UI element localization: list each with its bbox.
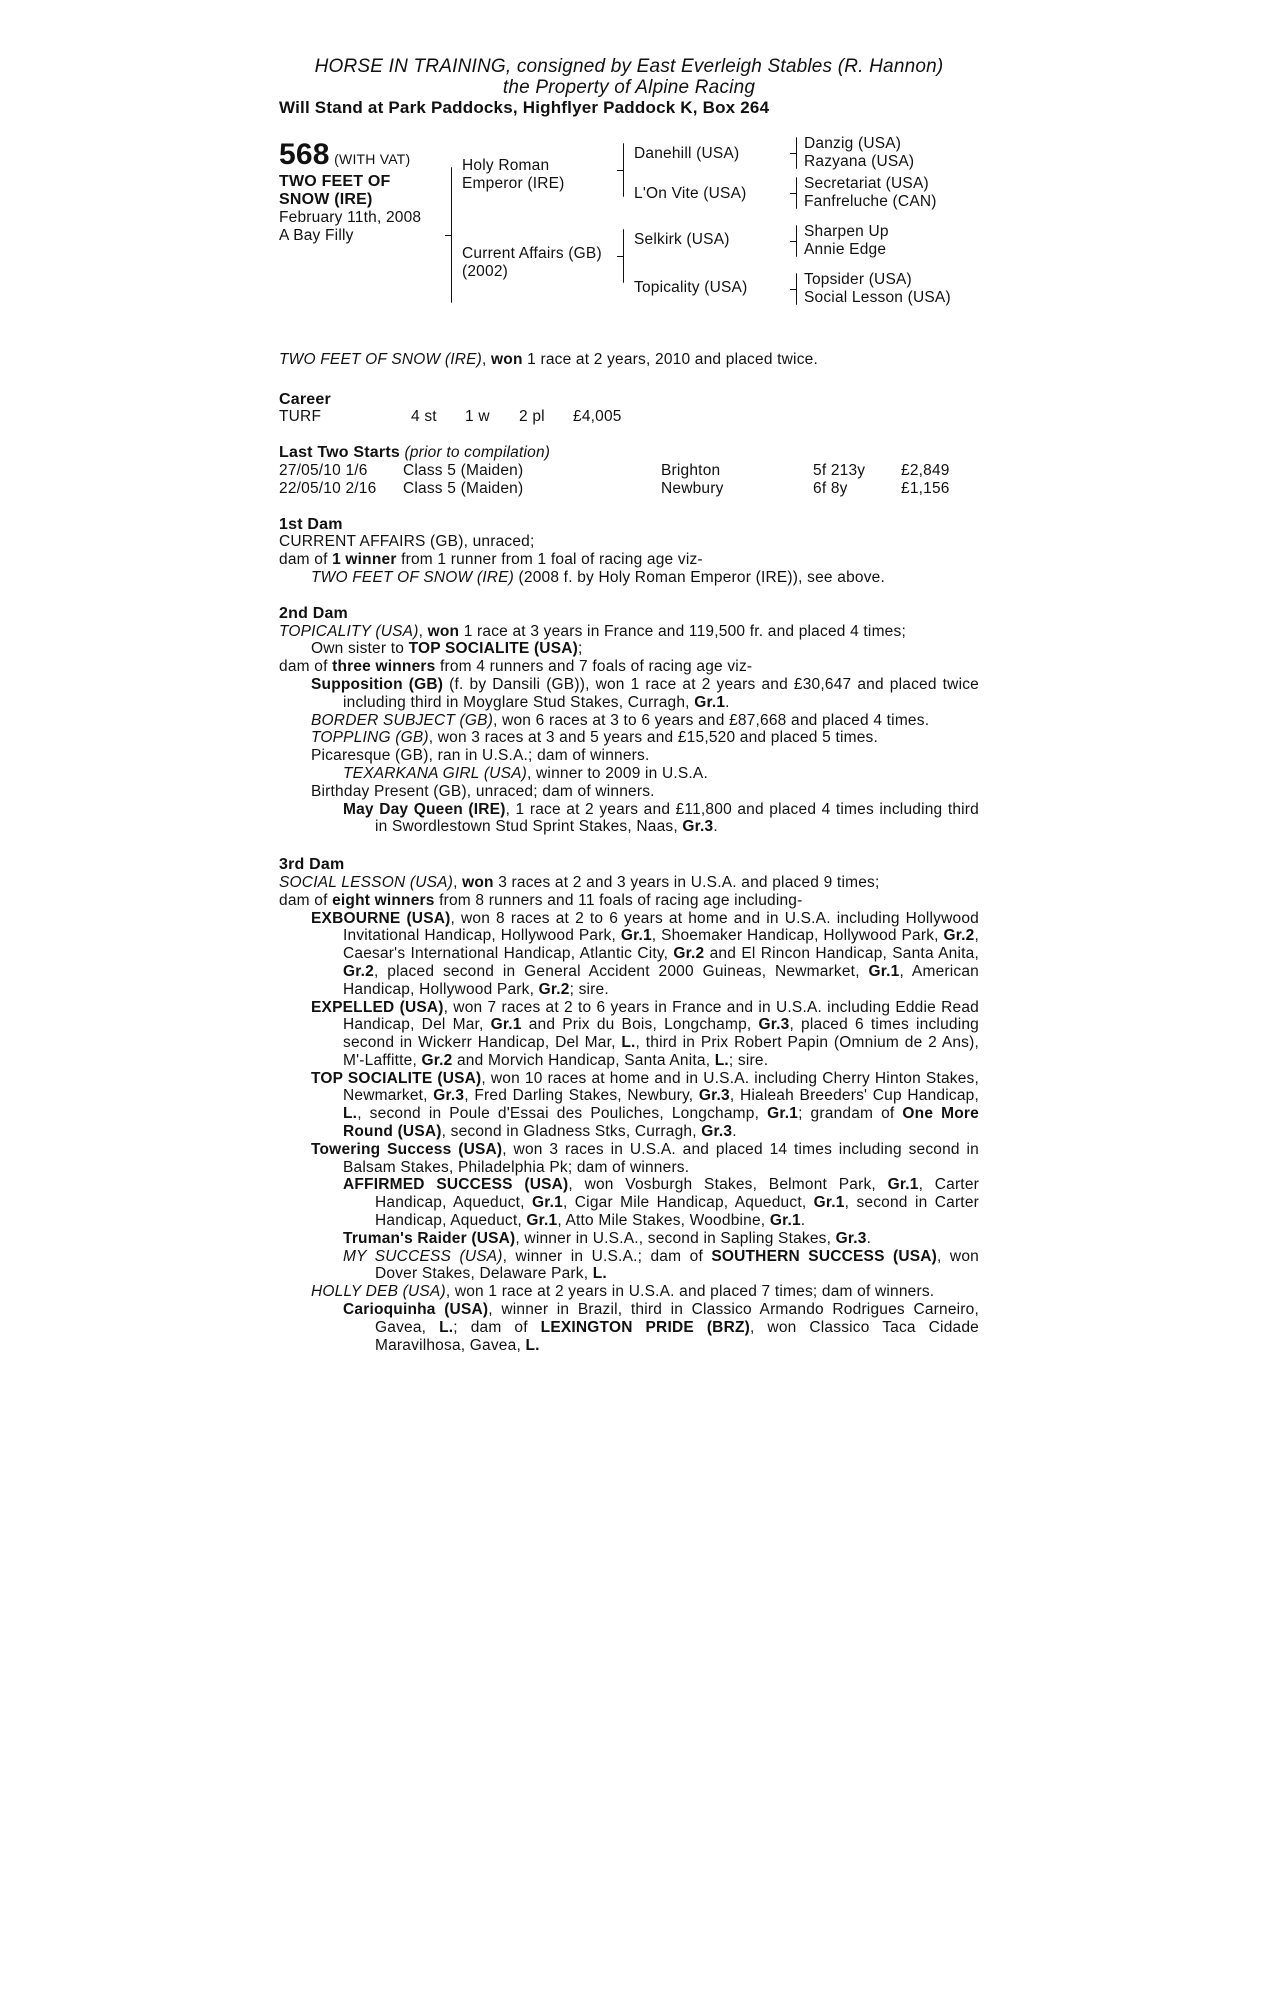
text: Own sister to <box>311 640 409 658</box>
text: , second in Poule d'Essai des Pouliches, Longchamp, <box>357 1105 768 1123</box>
brace-sire <box>623 143 624 197</box>
progeny-entry <box>279 1070 979 1141</box>
text: , Hialeah Breeders' Cup Handicap, <box>729 1087 979 1105</box>
progeny-entry <box>279 1301 979 1354</box>
text: , Caesar's International Handicap, Atlantic City, <box>343 927 979 963</box>
horse-description: A Bay Filly <box>279 226 354 244</box>
text: , second in Carter Handicap, Aqueduct, <box>375 1194 979 1230</box>
grade: L. <box>525 1336 540 1354</box>
text: , American Handicap, Hollywood Park, <box>343 962 979 998</box>
second-dam-line-3 <box>279 658 979 676</box>
progeny-name: LEXINGTON PRIDE (BRZ) <box>540 1318 750 1336</box>
text: . <box>800 1212 806 1230</box>
progeny-name: May Day Queen (IRE) <box>343 800 506 818</box>
text: and El Rincon Handicap, Santa Anita, <box>704 945 979 963</box>
grade: Gr.2 <box>538 980 570 998</box>
start-date-pos: 22/05/10 2/16 <box>279 479 377 497</box>
text: from 4 runners and 7 foals of racing age viz- <box>435 658 753 676</box>
progeny-name: Carioquinha (USA) <box>343 1301 489 1319</box>
grade: Gr.1 <box>490 1016 522 1034</box>
progeny-entry <box>279 729 979 747</box>
start-course: Brighton <box>661 461 721 479</box>
brace-sd <box>796 177 797 209</box>
text: . <box>866 1229 872 1247</box>
pedigree-block <box>279 134 979 329</box>
second-dam-title: 2nd Dam <box>279 604 348 622</box>
won-label: won <box>427 622 460 640</box>
progeny-entry <box>279 1230 979 1248</box>
vat-note: (WITH VAT) <box>334 150 411 167</box>
text: , <box>418 622 428 640</box>
grade: Gr.3 <box>682 818 714 836</box>
sire-dam: L'On Vite (USA) <box>634 184 747 202</box>
last-starts-title: Last Two Starts <box>279 444 400 462</box>
text: , Shoemaker Handicap, Hollywood Park, <box>651 927 944 945</box>
progeny-entry: Picaresque (GB), ran in U.S.A.; dam of winners. <box>311 747 650 765</box>
dd-dam: Social Lesson (USA) <box>804 288 951 306</box>
text: , won 3 races in U.S.A. and placed 14 times including second in Balsam Stakes, Philadelphia Pk; dam of winners. <box>343 1140 979 1176</box>
summary-horse-name: TWO FEET OF SNOW (IRE) <box>279 350 483 368</box>
brace-main <box>451 167 452 303</box>
text: ; sire. <box>728 1051 769 1069</box>
text: , Cigar Mile Handicap, Aqueduct, <box>562 1194 814 1212</box>
grade: Gr.1 <box>887 1176 919 1194</box>
start-row <box>279 462 979 480</box>
text: ; <box>578 640 583 658</box>
progeny-name: MY SUCCESS (USA) <box>343 1247 503 1265</box>
start-class: Class 5 (Maiden) <box>403 479 524 497</box>
horse-name-line-1: TWO FEET OF <box>279 172 391 190</box>
career-earnings: £4,005 <box>573 408 622 426</box>
ss-dam: Razyana (USA) <box>804 152 915 170</box>
text: , winner in U.S.A., second in Sapling Stakes, <box>515 1229 836 1247</box>
text: , winner to 2009 in U.S.A. <box>527 764 708 782</box>
dam-sire: Selkirk (USA) <box>634 230 730 248</box>
start-prize: £1,156 <box>901 479 950 497</box>
start-course: Newbury <box>661 479 724 497</box>
grade: Gr.3 <box>701 1123 733 1141</box>
brace-dam <box>623 229 624 283</box>
start-prize: £2,849 <box>901 461 950 479</box>
text: , winner in Brazil, third in Classico Armando Rodrigues Carneiro, Gavea, <box>375 1301 979 1336</box>
foaling-date: February 11th, 2008 <box>279 208 422 226</box>
text: , Fred Darling Stakes, Newbury, <box>464 1087 699 1105</box>
grade: Gr.3 <box>835 1229 867 1247</box>
dd-sire: Topsider (USA) <box>804 270 912 288</box>
first-dam-line-2 <box>279 551 979 569</box>
progeny-entry <box>279 1248 979 1284</box>
text: from 8 runners and 11 foals of racing age including- <box>434 891 803 909</box>
text: , won Dover Stakes, Delaware Park, <box>375 1247 979 1283</box>
progeny-name: Towering Success (USA) <box>311 1140 503 1158</box>
grade: Gr.3 <box>758 1016 790 1034</box>
first-dam-line-1: CURRENT AFFAIRS (GB), unraced; <box>279 533 535 551</box>
progeny-name: TOPPLING (GB) <box>311 729 429 747</box>
ss-sire: Danzig (USA) <box>804 134 902 152</box>
summary-rest: 1 race at 2 years, 2010 and placed twice. <box>522 350 818 368</box>
text: , won 10 races at home and in U.S.A. including Cherry Hinton Stakes, Newmarket, <box>343 1069 979 1105</box>
progeny-name: One More Round (USA) <box>343 1105 979 1141</box>
text: 3 races at 2 and 3 years in U.S.A. and placed 9 times; <box>493 873 880 891</box>
text: , placed second in General Accident 2000 Guineas, Newmarket, <box>373 962 869 980</box>
progeny-entry <box>279 1141 979 1177</box>
last-starts-heading <box>279 444 979 462</box>
grade: Gr.1 <box>769 1212 801 1230</box>
dam-line-1: Current Affairs (GB) <box>462 244 602 262</box>
progeny-entry: Birthday Present (GB), unraced; dam of winners. <box>311 782 655 800</box>
text: . <box>732 1123 737 1141</box>
grade: Gr.3 <box>698 1087 730 1105</box>
winners-count: eight winners <box>332 891 435 909</box>
progeny-entry <box>279 910 979 999</box>
dam-dam: Topicality (USA) <box>634 278 748 296</box>
grade: Gr.2 <box>421 1051 453 1069</box>
brace-dd <box>796 273 797 305</box>
start-distance: 6f 8y <box>813 479 848 497</box>
consignor-line: HORSE IN TRAINING, consigned by East Everleigh Stables (R. Hannon) <box>314 56 944 77</box>
career-title: Career <box>279 390 331 408</box>
progeny-name: EXBOURNE (USA) <box>311 909 451 927</box>
text: dam of <box>279 891 333 909</box>
text: (f. by Dansili (GB)), won 1 race at 2 years and £30,647 and placed twice including third in Moyglare Stud Stakes, Curragh, <box>343 675 979 711</box>
progeny-name: Truman's Raider (USA) <box>343 1229 516 1247</box>
progeny-name: BORDER SUBJECT (GB) <box>311 711 494 729</box>
progeny-entry <box>279 676 979 712</box>
grade: Gr.1 <box>620 927 652 945</box>
text: dam of <box>279 658 333 676</box>
sibling-name: TOP SOCIALITE (USA) <box>408 640 578 658</box>
brace-ds <box>796 225 797 257</box>
text: , second in Gladness Stks, Curragh, <box>441 1123 702 1141</box>
first-dam-line-3 <box>279 569 979 587</box>
start-distance: 5f 213y <box>813 461 866 479</box>
grade: L. <box>592 1265 607 1283</box>
text: , third in Prix Robert Papin (Omnium de 2 Ans), M'-Laffitte, <box>343 1034 979 1069</box>
brace-ss <box>796 137 797 169</box>
text: , placed 6 times including second in Wickerr Handicap, Del Mar, <box>343 1016 979 1052</box>
summary-won: won <box>491 350 523 368</box>
career-wins: 1 w <box>465 408 490 426</box>
text: , won Classico Taca Cidade Maravilhosa, Gavea, <box>375 1318 979 1354</box>
sd-sire: Secretariat (USA) <box>804 174 929 192</box>
grade: L. <box>714 1051 729 1069</box>
catalogue-page <box>279 56 979 1354</box>
sire-sire: Danehill (USA) <box>634 144 740 162</box>
text: , won 7 races at 2 to 6 years in France and in U.S.A. including Eddie Read Handicap, Del Mar, <box>343 998 979 1034</box>
progeny-name: TOP SOCIALITE (USA) <box>311 1069 482 1087</box>
text: , Carter Handicap, Aqueduct, <box>375 1176 980 1212</box>
text: ; dam of <box>453 1318 541 1336</box>
text: ; sire. <box>569 980 609 998</box>
text: , won 8 races at 2 to 6 years at home and in U.S.A. including Hollywood Invitational Handicap, Hollywood Park, <box>343 909 979 945</box>
text: , Atto Mile Stakes, Woodbine, <box>557 1212 770 1230</box>
text: , won 3 races at 3 and 5 years and £15,520 and placed 5 times. <box>428 729 879 747</box>
dam-line-2: (2002) <box>462 262 509 280</box>
start-date-pos: 27/05/10 1/6 <box>279 461 368 479</box>
progeny-name: Supposition (GB) <box>311 675 444 693</box>
progeny-entry <box>279 1283 979 1301</box>
race-summary: TWO FEET OF SNOW (IRE), won 1 race at 2 years, 2010 and placed twice. <box>279 350 818 368</box>
progeny-name: AFFIRMED SUCCESS (USA) <box>343 1176 569 1194</box>
text: , won Vosburgh Stakes, Belmont Park, <box>568 1176 888 1194</box>
property-line: the Property of Alpine Racing <box>502 77 756 98</box>
sire-line-1: Holy Roman <box>462 156 550 174</box>
text: and Morvich Handicap, Santa Anita, <box>452 1051 715 1069</box>
grade: Gr.1 <box>868 962 900 980</box>
lot-number-line <box>279 139 410 171</box>
second-dam-line-1 <box>279 623 979 641</box>
text: . <box>725 693 730 711</box>
progeny-name: HOLLY DEB (USA) <box>311 1283 446 1301</box>
start-class: Class 5 (Maiden) <box>403 461 524 479</box>
grade: L. <box>439 1318 454 1336</box>
text: , won 6 races at 3 to 6 years and £87,668 and placed 4 times. <box>493 711 930 729</box>
grade: Gr.1 <box>694 693 726 711</box>
progeny-entry <box>279 1176 979 1229</box>
ds-dam: Annie Edge <box>804 240 887 258</box>
progeny-entry <box>279 801 979 837</box>
progeny-name: SOUTHERN SUCCESS (USA) <box>711 1247 938 1265</box>
first-dam-title: 1st Dam <box>279 515 343 533</box>
grade: L. <box>621 1034 636 1052</box>
horse-name-line-2: SNOW (IRE) <box>279 190 373 208</box>
text: (2008 f. by Holy Roman Emperor (IRE)), see above. <box>514 568 885 586</box>
text: , <box>453 873 463 891</box>
start-row <box>279 480 979 498</box>
third-dam-line-2 <box>279 892 979 910</box>
career-row <box>279 408 979 426</box>
second-dam-line-2 <box>279 640 979 658</box>
text: , winner in U.S.A.; dam of <box>502 1247 712 1265</box>
sire-line-2: Emperor (IRE) <box>462 174 565 192</box>
progeny-entry <box>279 765 979 783</box>
text: from 1 runner from 1 foal of racing age viz- <box>396 551 703 569</box>
progeny-entry <box>279 999 979 1070</box>
sd-dam: Fanfreluche (CAN) <box>804 192 937 210</box>
third-dam-title: 3rd Dam <box>279 856 345 874</box>
grade: Gr.3 <box>433 1087 465 1105</box>
text: , 1 race at 2 years and £11,800 and placed 4 times including third in Swordlestown Stud Sprint Stakes, Naas, <box>375 800 979 836</box>
winners-count: three winners <box>332 658 436 676</box>
ds-sire: Sharpen Up <box>804 222 889 240</box>
text: dam of <box>279 551 333 569</box>
third-dam-line-1 <box>279 874 979 892</box>
grade: Gr.1 <box>767 1105 799 1123</box>
grade: Gr.2 <box>943 927 975 945</box>
dam-name: TOPICALITY (USA) <box>279 622 419 640</box>
last-starts-note: (prior to compilation) <box>404 444 551 462</box>
grade: Gr.1 <box>813 1194 845 1212</box>
page-header <box>279 56 979 98</box>
lot-number: 568 <box>279 137 330 171</box>
career-surface: TURF <box>279 408 322 426</box>
progeny-name: TEXARKANA GIRL (USA) <box>343 764 528 782</box>
progeny-entry <box>279 712 979 730</box>
text: 1 race at 3 years in France and 119,500 fr. and placed 4 times; <box>459 622 906 640</box>
grade: Gr.2 <box>673 945 705 963</box>
location-line: Will Stand at Park Paddocks, Highflyer Paddock K, Box 264 <box>279 98 770 117</box>
grade: Gr.1 <box>531 1194 563 1212</box>
text: . <box>713 818 718 836</box>
career-starts: 4 st <box>411 408 437 426</box>
dam-name: SOCIAL LESSON (USA) <box>279 873 454 891</box>
won-label: won <box>462 873 494 891</box>
progeny-name: EXPELLED (USA) <box>311 998 444 1016</box>
grade: L. <box>343 1105 358 1123</box>
text: , won 1 race at 2 years in U.S.A. and placed 7 times; dam of winners. <box>445 1283 935 1301</box>
text: and Prix du Bois, Longchamp, <box>521 1016 759 1034</box>
grade: Gr.2 <box>343 962 374 980</box>
progeny-name: TWO FEET OF SNOW (IRE) <box>311 568 515 586</box>
career-placed: 2 pl <box>519 408 545 426</box>
grade: Gr.1 <box>526 1212 558 1230</box>
text: ; grandam of <box>798 1105 903 1123</box>
winners-count: 1 winner <box>332 551 397 569</box>
